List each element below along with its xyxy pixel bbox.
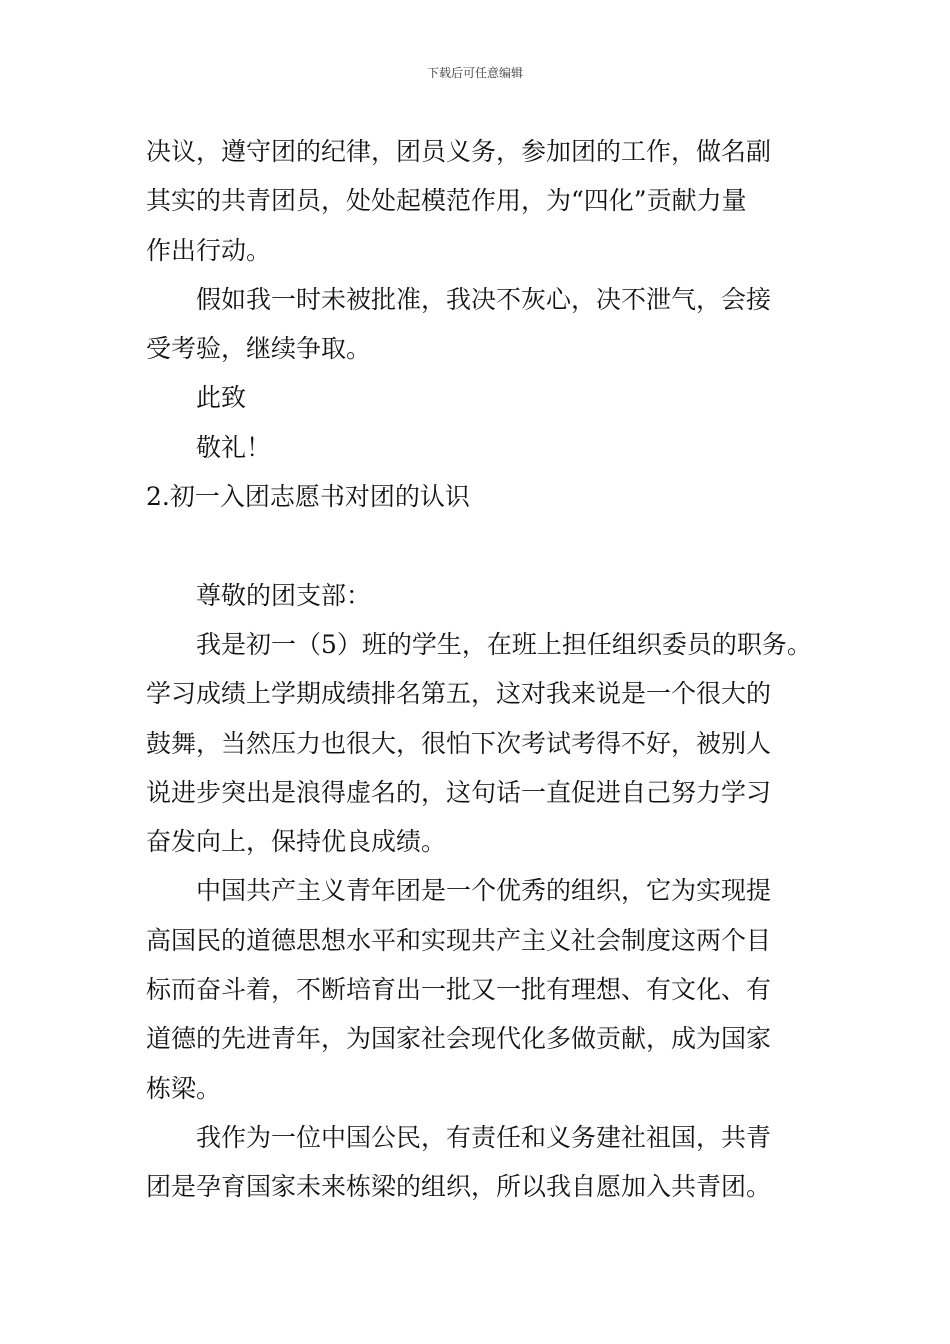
text-line: 我作为一位中国公民，有责任和义务建社祖国，共青 xyxy=(196,1122,772,1152)
text-line: 我是初一（5）班的学生，在班上担任组织委员的职务。 xyxy=(196,629,812,659)
text-line: 决议，遵守团的纪律，团员义务，参加团的工作，做名副 xyxy=(146,137,772,166)
text-line: 其实的共青团员，处处起模范作用，为“四化”贡献力量 xyxy=(146,186,747,216)
closing-regards: 敬礼！ xyxy=(196,432,272,462)
text-line: 假如我一时未被批准，我决不灰心，决不泄气，会接 xyxy=(196,284,772,314)
blank-line xyxy=(146,521,826,570)
section-heading: 2.初一入团志愿书对团的认识 xyxy=(146,482,470,512)
text-line: 高国民的道德思想水平和实现共产主义社会制度这两个目 xyxy=(146,925,772,955)
text-line: 说进步突出是浪得虚名的，这句话一直促进自己努力学习 xyxy=(146,777,772,807)
text-line: 受考验，继续争取。 xyxy=(146,334,372,364)
text-line: 中国共产主义青年团是一个优秀的组织，它为实现提 xyxy=(196,876,772,906)
letter-greeting: 尊敬的团支部： xyxy=(196,580,372,610)
text-line: 道德的先进青年，为国家社会现代化多做贡献，成为国家 xyxy=(146,1024,772,1054)
closing-salutation: 此致 xyxy=(196,383,247,413)
text-line: 鼓舞，当然压力也很大，很怕下次考试考得不好，被别人 xyxy=(146,728,772,758)
text-line: 团是孕育国家未来栋梁的组织，所以我自愿加入共青团。 xyxy=(146,1172,772,1202)
text-line: 奋发向上，保持优良成绩。 xyxy=(146,827,447,857)
text-line: 标而奋斗着，不断培育出一批又一批有理想、有文化、有 xyxy=(146,975,772,1005)
page-header: 下载后可任意编辑 xyxy=(426,66,523,80)
document-body xyxy=(146,127,826,1212)
text-line: 作出行动。 xyxy=(146,235,272,265)
text-line: 学习成绩上学期成绩排名第五，这对我来说是一个很大的 xyxy=(146,679,772,709)
text-line: 栋梁。 xyxy=(146,1073,222,1103)
